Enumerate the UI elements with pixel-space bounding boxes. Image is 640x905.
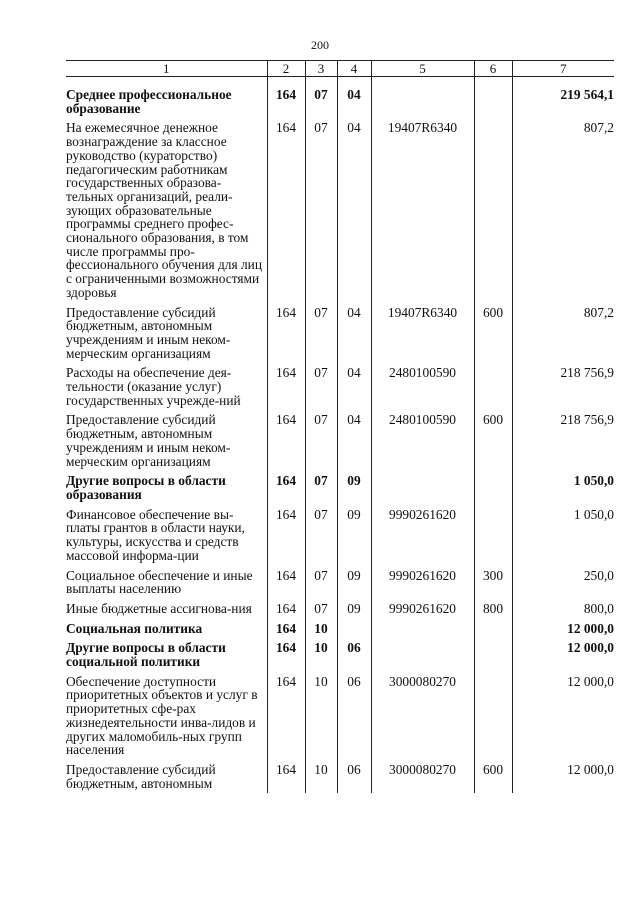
- target-code-cell: [371, 471, 474, 504]
- section-cell: 164: [267, 303, 305, 364]
- subsection-cell: 07: [305, 505, 337, 566]
- amount-cell: 12 000,0: [512, 760, 614, 793]
- target-code-cell: [371, 85, 474, 118]
- expense-type-cell: [474, 505, 512, 566]
- table-row: [66, 410, 614, 471]
- amount-cell: 12 000,0: [512, 619, 614, 639]
- section-cell: 164: [267, 410, 305, 471]
- table-row: [66, 638, 614, 671]
- row-name-cell: Предоставление субсидий бюджетным, автономным учреждениям и иным неком-мерческим организациям: [66, 410, 267, 471]
- target-code-cell: 3000080270: [371, 672, 474, 760]
- target-code-cell: [371, 638, 474, 671]
- table-row: [66, 599, 614, 619]
- item-cell: 09: [337, 599, 371, 619]
- item-cell: 04: [337, 410, 371, 471]
- expense-type-cell: [474, 85, 512, 118]
- expense-type-cell: [474, 363, 512, 410]
- subsection-cell: 10: [305, 760, 337, 793]
- item-cell: 09: [337, 471, 371, 504]
- item-cell: 04: [337, 85, 371, 118]
- table-row: [66, 566, 614, 599]
- section-cell: 164: [267, 566, 305, 599]
- row-name-cell: Финансовое обеспечение вы-платы грантов в области науки, культуры, искусства и средств массовой информа-ции: [66, 505, 267, 566]
- row-name-cell: Социальная политика: [66, 619, 267, 639]
- row-name-cell: Предоставление субсидий бюджетным, автономным учреждениям и иным неком-мерческим организациям: [66, 303, 267, 364]
- subsection-cell: 10: [305, 619, 337, 639]
- subsection-cell: 07: [305, 471, 337, 504]
- item-cell: [337, 619, 371, 639]
- amount-cell: 1 050,0: [512, 471, 614, 504]
- amount-cell: 800,0: [512, 599, 614, 619]
- column-header-1: 1: [66, 61, 267, 77]
- row-name-cell: Другие вопросы в области социальной политики: [66, 638, 267, 671]
- page-number: 200: [311, 38, 329, 52]
- section-cell: 164: [267, 118, 305, 302]
- table-row: [66, 619, 614, 639]
- target-code-cell: 2480100590: [371, 363, 474, 410]
- section-cell: 164: [267, 505, 305, 566]
- subsection-cell: 07: [305, 566, 337, 599]
- section-cell: 164: [267, 363, 305, 410]
- column-header-6: 6: [474, 61, 512, 77]
- item-cell: 04: [337, 118, 371, 302]
- section-cell: 164: [267, 619, 305, 639]
- subsection-cell: 07: [305, 410, 337, 471]
- table-row: [66, 303, 614, 364]
- amount-cell: 807,2: [512, 118, 614, 302]
- table-row: [66, 363, 614, 410]
- expense-type-cell: [474, 471, 512, 504]
- expense-type-cell: [474, 638, 512, 671]
- expense-type-cell: 600: [474, 303, 512, 364]
- header-row: [66, 61, 614, 77]
- expense-type-cell: [474, 619, 512, 639]
- column-header-3: 3: [305, 61, 337, 77]
- row-name-cell: Другие вопросы в области образования: [66, 471, 267, 504]
- table-row: [66, 505, 614, 566]
- table-row: [66, 118, 614, 302]
- amount-cell: 218 756,9: [512, 410, 614, 471]
- table-row: [66, 471, 614, 504]
- row-name-cell: Расходы на обеспечение дея-тельности (оказание услуг) государственных учрежде-ний: [66, 363, 267, 410]
- subsection-cell: 10: [305, 672, 337, 760]
- row-name-cell: Обеспечение доступности приоритетных объектов и услуг в приоритетных сфе-рах жизнедеятельности инва-лидов и других маломобиль-ных групп населения: [66, 672, 267, 760]
- section-cell: 164: [267, 85, 305, 118]
- subsection-cell: 07: [305, 303, 337, 364]
- amount-cell: 219 564,1: [512, 85, 614, 118]
- column-header-5: 5: [371, 61, 474, 77]
- target-code-cell: 19407R6340: [371, 118, 474, 302]
- subsection-cell: 07: [305, 85, 337, 118]
- target-code-cell: 9990261620: [371, 505, 474, 566]
- item-cell: 09: [337, 566, 371, 599]
- target-code-cell: 19407R6340: [371, 303, 474, 364]
- expense-type-cell: [474, 118, 512, 302]
- expense-type-cell: 300: [474, 566, 512, 599]
- target-code-cell: 9990261620: [371, 599, 474, 619]
- amount-cell: 12 000,0: [512, 638, 614, 671]
- expense-type-cell: 600: [474, 760, 512, 793]
- section-cell: 164: [267, 638, 305, 671]
- target-code-cell: 2480100590: [371, 410, 474, 471]
- row-name-cell: Социальное обеспечение и иные выплаты населению: [66, 566, 267, 599]
- expense-type-cell: 800: [474, 599, 512, 619]
- amount-cell: 12 000,0: [512, 672, 614, 760]
- target-code-cell: 3000080270: [371, 760, 474, 793]
- item-cell: 09: [337, 505, 371, 566]
- section-cell: 164: [267, 471, 305, 504]
- target-code-cell: 9990261620: [371, 566, 474, 599]
- expense-type-cell: 600: [474, 410, 512, 471]
- expense-type-cell: [474, 672, 512, 760]
- section-cell: 164: [267, 599, 305, 619]
- column-header-4: 4: [337, 61, 371, 77]
- row-name-cell: На ежемесячное денежное вознаграждение за классное руководство (кураторство) педагогическим работникам государственных образова-тельных организаций, реали-зующих образовательные программы среднего профес-сионального образования, в том числе программы про-фессионального обучения для лиц с ограниченными возможностями здоровья: [66, 118, 267, 302]
- item-cell: 04: [337, 363, 371, 410]
- amount-cell: 807,2: [512, 303, 614, 364]
- table-row: [66, 760, 614, 793]
- row-name-cell: Предоставление субсидий бюджетным, автономным: [66, 760, 267, 793]
- section-cell: 164: [267, 760, 305, 793]
- item-cell: 06: [337, 638, 371, 671]
- row-name-cell: Среднее профессиональное образование: [66, 85, 267, 118]
- amount-cell: 250,0: [512, 566, 614, 599]
- subsection-cell: 10: [305, 638, 337, 671]
- item-cell: 06: [337, 672, 371, 760]
- section-cell: 164: [267, 672, 305, 760]
- amount-cell: 1 050,0: [512, 505, 614, 566]
- column-header-2: 2: [267, 61, 305, 77]
- row-name-cell: Иные бюджетные ассигнова-ния: [66, 599, 267, 619]
- subsection-cell: 07: [305, 363, 337, 410]
- column-header-7: 7: [512, 61, 614, 77]
- item-cell: 06: [337, 760, 371, 793]
- amount-cell: 218 756,9: [512, 363, 614, 410]
- target-code-cell: [371, 619, 474, 639]
- item-cell: 04: [337, 303, 371, 364]
- subsection-cell: 07: [305, 599, 337, 619]
- table-body: [66, 77, 614, 794]
- table-row: [66, 85, 614, 118]
- budget-table: [66, 60, 614, 793]
- table-row: [66, 672, 614, 760]
- subsection-cell: 07: [305, 118, 337, 302]
